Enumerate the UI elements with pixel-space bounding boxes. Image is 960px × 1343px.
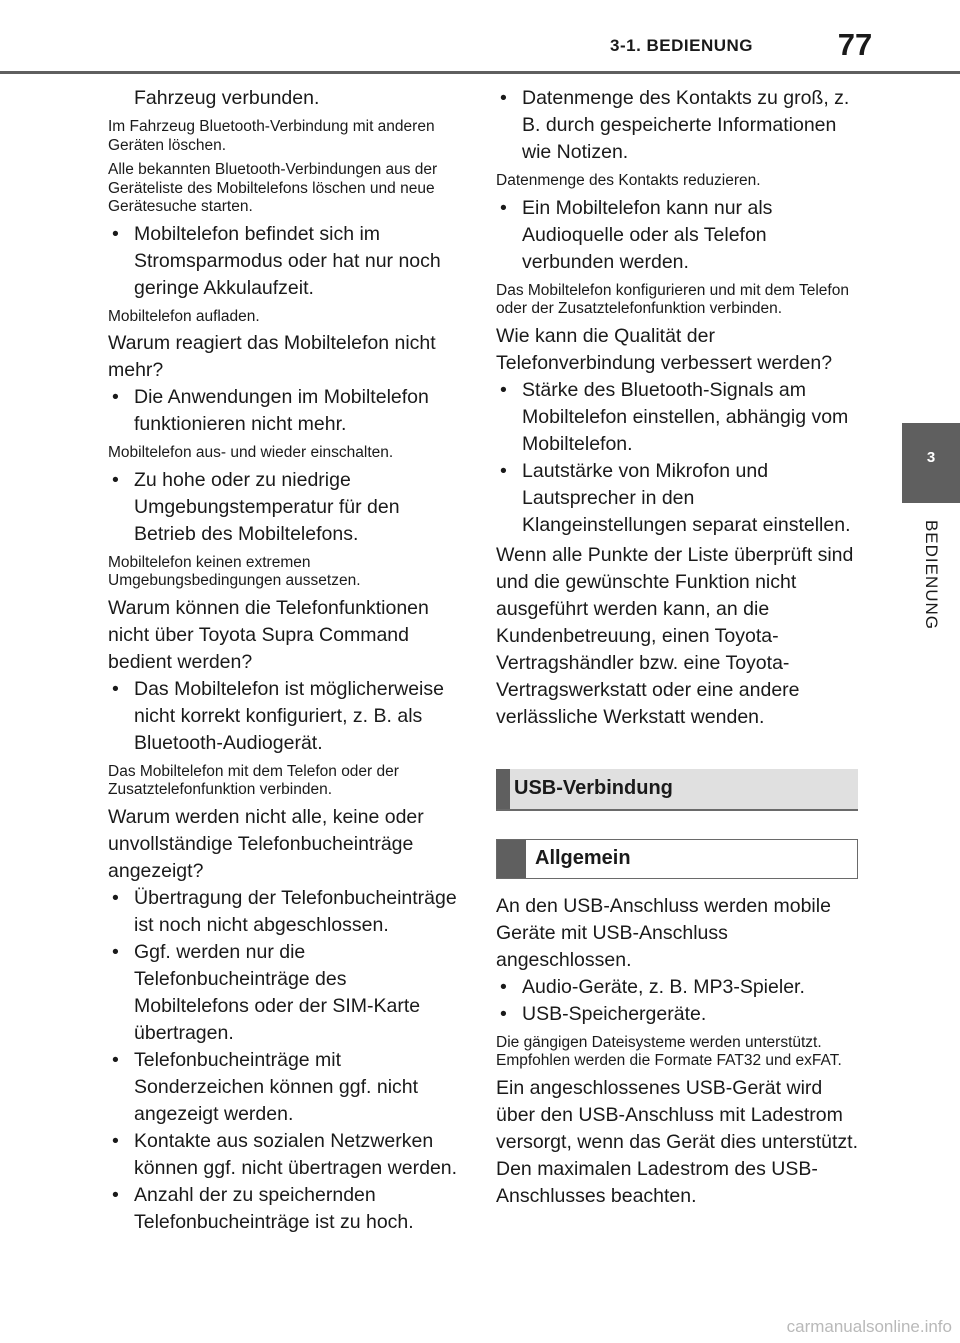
body-paragraph: An den USB-Anschluss werden mobile Geräte mit USB-Anschluss angeschlossen. bbox=[496, 894, 831, 971]
subsection-heading-label: Allgemein bbox=[535, 846, 631, 869]
solution-text: Die gängigen Dateisysteme werden unterstützt. Empfohlen werden die Formate FAT32 und exFAT. bbox=[496, 1033, 842, 1069]
list-item: • Datenmenge des Kontakts zu groß, z. B. durch gespeicherte Informationen wie Notizen. bbox=[500, 87, 850, 163]
list-item: • Mobiltelefon befindet sich im Stromsparmodus oder hat nur noch geringe Akkulaufzeit. bbox=[112, 222, 441, 299]
section-marker bbox=[496, 769, 510, 809]
solution-text: Mobiltelefon aus- und wieder einschalten. bbox=[108, 444, 394, 461]
right-column bbox=[496, 85, 858, 1210]
section-heading bbox=[496, 769, 858, 811]
list-item: • Audio-Geräte, z. B. MP3-Spieler. bbox=[500, 975, 805, 998]
body-paragraph: Ein angeschlossenes USB-Gerät wird über den USB-Anschluss mit Ladestrom versorgt, wenn das Gerät dies unterstützt. Den maximalen Ladestrom des USB-Anschlusses beachten. bbox=[496, 1076, 859, 1207]
chapter-title: 3-1. BEDIENUNG bbox=[610, 36, 754, 55]
left-column bbox=[108, 85, 464, 1236]
solution-text: Datenmenge des Kontakts reduzieren. bbox=[496, 172, 761, 189]
list-item: • Das Mobiltelefon ist möglicherweise nicht korrekt konfiguriert, z. B. als Bluetooth-Audiogerät. bbox=[112, 677, 444, 754]
watermark: carmanualsonline.info bbox=[786, 1317, 952, 1336]
list-item: • Stärke des Bluetooth-Signals am Mobiltelefon einstellen, abhängig vom Mobiltelefon. bbox=[500, 378, 849, 455]
question-heading: Wie kann die Qualität der Telefonverbindung verbessert werden? bbox=[496, 324, 833, 374]
list-item: • USB-Speichergeräte. bbox=[500, 1002, 707, 1025]
solution-text: Das Mobiltelefon konfigurieren und mit dem Telefon oder der Zusatztelefonfunktion verbinden. bbox=[496, 281, 849, 317]
chapter-side-label: BEDIENUNG bbox=[922, 519, 941, 631]
bullet-continuation: Fahrzeug verbunden. bbox=[134, 87, 320, 109]
question-heading: Warum können die Telefonfunktionen nicht über Toyota Supra Command bedient werden? bbox=[108, 596, 429, 673]
list-item: • Ein Mobiltelefon kann nur als Audioquelle oder als Telefon verbunden werden. bbox=[500, 196, 773, 273]
list-item: • Anzahl der zu speichernden Telefonbucheinträge ist zu hoch. bbox=[112, 1183, 414, 1233]
page-number: 77 bbox=[837, 27, 873, 62]
header-rule bbox=[0, 71, 960, 74]
solution-text: Alle bekannten Bluetooth-Verbindungen aus der Geräteliste des Mobiltelefons löschen und neue Gerätesuche starten. bbox=[108, 161, 438, 215]
list-item: • Ggf. werden nur die Telefonbucheinträge des Mobiltelefons oder der SIM-Karte übertragen. bbox=[112, 940, 421, 1044]
subsection-marker bbox=[497, 840, 526, 878]
body-paragraph: Wenn alle Punkte der Liste überprüft sind und die gewünschte Funktion nicht ausgeführt werden kann, an die Kundenbetreuung, einen Toyota-Vertragshändler bzw. eine Toyota-Vertragswerkstatt oder eine andere verlässliche Werkstatt wenden. bbox=[496, 543, 854, 728]
section-heading-label: USB-Verbindung bbox=[514, 776, 673, 799]
list-item: • Übertragung der Telefonbucheinträge ist noch nicht abgeschlossen. bbox=[112, 886, 457, 936]
question-heading: Warum reagiert das Mobiltelefon nicht mehr? bbox=[108, 332, 436, 381]
solution-text: Mobiltelefon aufladen. bbox=[108, 307, 260, 325]
question-heading: Warum werden nicht alle, keine oder unvollständige Telefonbucheinträge angezeigt? bbox=[108, 805, 424, 882]
chapter-tab: 3 bbox=[902, 423, 960, 503]
list-item: • Die Anwendungen im Mobiltelefon funktionieren nicht mehr. bbox=[112, 386, 429, 435]
list-item: • Kontakte aus sozialen Netzwerken können ggf. nicht übertragen werden. bbox=[112, 1129, 458, 1179]
solution-text: Im Fahrzeug Bluetooth-Verbindung mit anderen Geräten löschen. bbox=[108, 118, 435, 154]
list-item: • Lautstärke von Mikrofon und Lautsprecher in den Klangeinstellungen separat einstellen. bbox=[500, 459, 851, 536]
list-item: • Telefonbucheinträge mit Sonderzeichen können ggf. nicht angezeigt werden. bbox=[112, 1048, 419, 1125]
list-item: • Zu hohe oder zu niedrige Umgebungstemperatur für den Betrieb des Mobiltelefons. bbox=[112, 468, 400, 545]
solution-text: Mobiltelefon keinen extremen Umgebungsbedingungen aussetzen. bbox=[108, 553, 361, 589]
subsection-heading bbox=[496, 839, 858, 879]
solution-text: Das Mobiltelefon mit dem Telefon oder der Zusatztelefonfunktion verbinden. bbox=[108, 762, 399, 798]
